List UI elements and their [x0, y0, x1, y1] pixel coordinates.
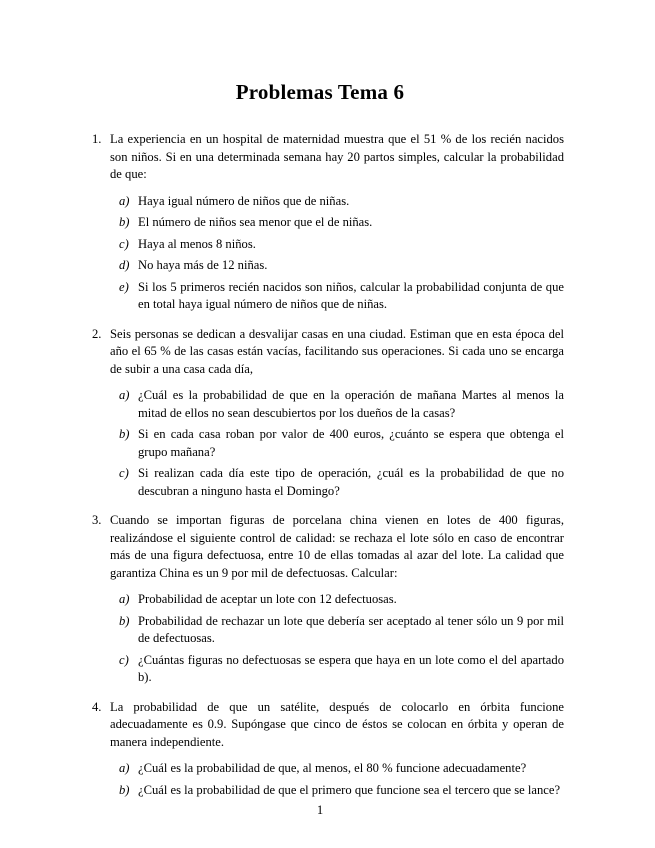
subquestion-text: No haya más de 12 niñas.: [138, 258, 268, 272]
subquestion-c: [110, 652, 564, 687]
subquestion-e: [110, 279, 564, 314]
problem-number: 2.: [92, 326, 102, 341]
subquestion-b: [110, 782, 564, 800]
problem-number: 1.: [92, 132, 102, 146]
subquestion-text: Si realizan cada día este tipo de operación, ¿cuál es la probabilidad de que no descubran a ninguno hasta el Domingo?: [138, 466, 564, 498]
subquestion-b: [110, 613, 564, 648]
subquestion-label: b): [119, 427, 130, 441]
subquestion-label: b): [119, 782, 130, 797]
problem-4: [92, 699, 564, 800]
subquestion-text: Haya al menos 8 niños.: [138, 236, 256, 251]
subquestion-b: [110, 214, 564, 232]
subquestion-list: [110, 193, 564, 314]
subquestion-a: [110, 591, 564, 609]
subquestion-text: ¿Cuál es la probabilidad de que en la operación de mañana Martes al menos la mitad de ellos no sean descubiertos por los dueños de la casas?: [138, 388, 564, 420]
subquestion-label: c): [119, 466, 129, 480]
subquestion-text: Si en cada casa roban por valor de 400 euros, ¿cuánto se espera que obtenga el grupo mañana?: [138, 427, 564, 459]
subquestion-b: [110, 426, 564, 461]
subquestion-a: [110, 387, 564, 422]
subquestion-label: a): [119, 193, 130, 208]
problem-number: 4.: [92, 699, 102, 714]
problem-statement: La probabilidad de que un satélite, después de colocarlo en órbita funcione adecuadamente es 0.9. Supóngase que cinco de éstos se colocan en órbita y operan de manera independiente.: [110, 699, 564, 749]
subquestion-label: e): [119, 279, 129, 294]
subquestion-list: [110, 760, 564, 799]
subquestion-label: b): [119, 215, 130, 229]
page-title: Problemas Tema 6: [235, 80, 405, 104]
subquestion-label: a): [119, 761, 130, 775]
problem-1: [92, 131, 564, 314]
subquestion-label: b): [119, 613, 130, 628]
subquestion-text: ¿Cuál es la probabilidad de que, al menos, el 80 % funcione adecuadamente?: [138, 761, 527, 775]
subquestion-text: ¿Cuál es la probabilidad de que el primero que funcione sea el tercero que se lance?: [138, 782, 561, 797]
page-number: 1: [316, 803, 324, 817]
problem-number: 3.: [92, 513, 102, 527]
subquestion-list: [110, 591, 564, 687]
subquestion-c: [110, 465, 564, 500]
subquestion-text: Haya igual número de niños que de niñas.: [138, 193, 350, 208]
subquestion-text: El número de niños sea menor que el de niñas.: [138, 215, 373, 229]
problem-statement: Cuando se importan figuras de porcelana china vienen en lotes de 400 figuras, realizándose el siguiente control de calidad: se rechaza el lote sólo en caso de encontrar más de una figura defectuosa, entre 10 de ellas tomadas al azar del lote. La calidad que garantiza China es un 9 por mil de defectuosas. Calcular:: [110, 513, 564, 580]
subquestion-label: a): [119, 388, 130, 402]
problem-2: [92, 326, 564, 501]
subquestion-a: [110, 193, 564, 211]
subquestion-c: [110, 236, 564, 254]
subquestion-d: [110, 257, 564, 275]
subquestion-label: d): [119, 258, 130, 272]
subquestion-label: a): [119, 592, 130, 606]
subquestion-text: ¿Cuántas figuras no defectuosas se espera que haya en un lote como el del apartado b).: [138, 652, 564, 684]
subquestion-text: Si los 5 primeros recién nacidos son niños, calcular la probabilidad conjunta de que en total haya igual número de niños que de niñas.: [138, 279, 564, 311]
subquestion-label: c): [119, 652, 129, 667]
subquestion-text: Probabilidad de aceptar un lote con 12 defectuosas.: [138, 592, 397, 606]
subquestion-text: Probabilidad de rechazar un lote que debería ser aceptado al tener sólo un 9 por mil de defectuosas.: [138, 613, 564, 645]
problem-statement: Seis personas se dedican a desvalijar casas en una ciudad. Estiman que en esta época del año el 65 % de las casas están vacías, facilitando sus operaciones. Si cada uno se encarga de subir a una casa cada día,: [110, 326, 564, 376]
subquestion-a: [110, 760, 564, 778]
subquestion-list: [110, 387, 564, 500]
problem-statement: La experiencia en un hospital de maternidad muestra que el 51 % de los recién nacidos son niños. Si en una determinada semana hay 20 partos simples, calcular la probabilidad de que:: [110, 132, 564, 181]
problem-3: [92, 512, 564, 687]
subquestion-label: c): [119, 236, 129, 251]
problem-list: [92, 131, 564, 811]
